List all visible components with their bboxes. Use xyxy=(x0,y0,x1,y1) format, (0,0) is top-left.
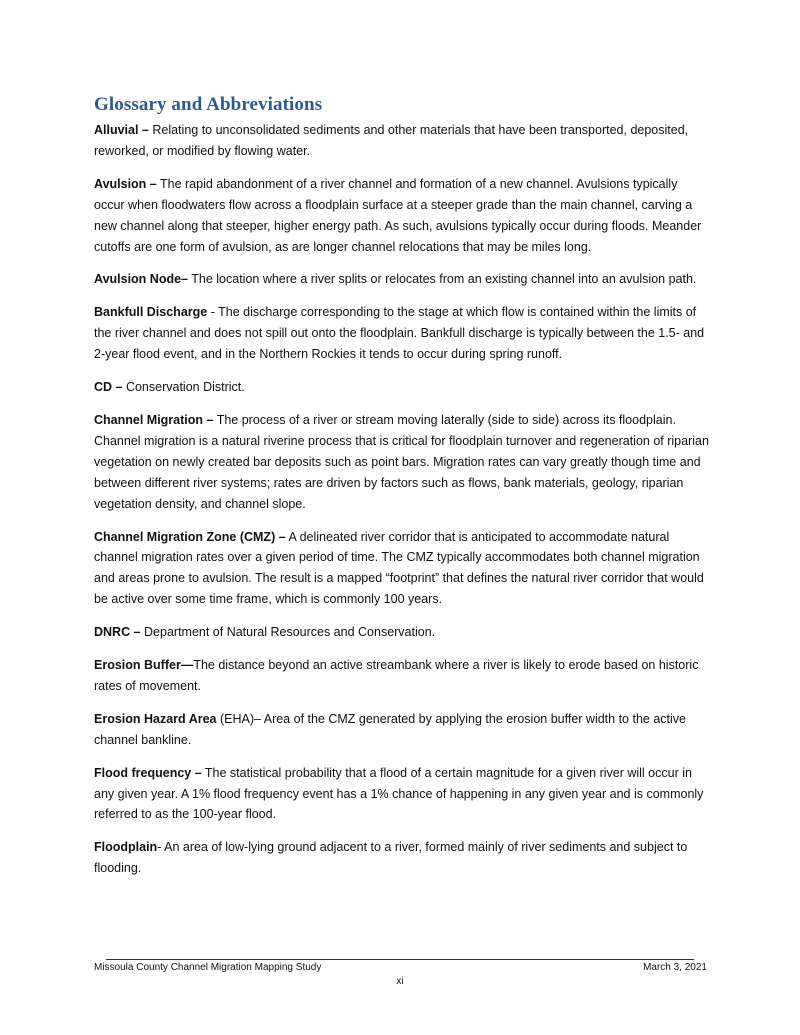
glossary-definition: Conservation District. xyxy=(122,380,245,395)
footer-document-title: Missoula County Channel Migration Mapping Study xyxy=(94,962,322,973)
glossary-term: Flood frequency – xyxy=(94,765,202,780)
glossary-definition: Department of Natural Resources and Conservation. xyxy=(140,625,436,640)
glossary-entry-cmz xyxy=(94,527,710,611)
glossary-term: CD – xyxy=(94,380,123,395)
glossary-entry-channel-migration xyxy=(94,410,710,515)
page-title: Glossary and Abbreviations xyxy=(94,94,323,115)
glossary-term: Channel Migration – xyxy=(94,412,214,427)
footer-divider xyxy=(106,959,694,960)
glossary-definition: - The discharge corresponding to the stage at which flow is contained within the limits of the river channel and does not spill out onto the floodplain. Bankfull discharge is typically between the 1.5- and 2-year flood event, and in the Northern Rockies it tends to occur during spring runoff. xyxy=(94,305,705,362)
glossary-entry-erosion-hazard-area xyxy=(94,709,710,751)
glossary-entry-bankfull-discharge xyxy=(94,302,710,365)
glossary-term: Avulsion Node– xyxy=(94,272,188,287)
glossary-term: Alluvial – xyxy=(94,123,149,137)
glossary-definition: - An area of low-lying ground adjacent to a river, formed mainly of river sediments and subject to flooding. xyxy=(94,840,688,876)
glossary-entry-avulsion-node xyxy=(94,269,710,290)
glossary-term: Erosion Buffer— xyxy=(94,658,194,673)
glossary-entry-floodplain xyxy=(94,837,710,879)
glossary-entry-dnrc xyxy=(94,622,710,643)
glossary-entry-flood-frequency xyxy=(94,763,710,826)
glossary-term: Channel Migration Zone (CMZ) – xyxy=(94,529,286,544)
glossary-entry-avulsion xyxy=(94,174,710,258)
glossary-entry-erosion-buffer xyxy=(94,655,710,697)
glossary-term: Erosion Hazard Area xyxy=(94,711,217,726)
glossary-definition: Relating to unconsolidated sediments and other materials that have been transported, deposited, reworked, or modified by flowing water. xyxy=(94,123,689,158)
glossary-definition: The location where a river splits or relocates from an existing channel into an avulsion path. xyxy=(188,272,697,287)
glossary-term: DNRC – xyxy=(94,625,141,640)
glossary-definition: A delineated river corridor that is anticipated to accommodate natural channel migration rates over a given period of time. The CMZ typically accommodates both channel migration and areas prone to avulsion. The result is a mapped “footprint” that defines the natural river corridor that would be active over some time frame, which is commonly 100 years. xyxy=(94,529,704,607)
glossary-term: Bankfull Discharge xyxy=(94,305,208,320)
glossary-entry-alluvial xyxy=(94,120,710,162)
glossary-term: Floodplain xyxy=(94,840,158,855)
glossary-definition: (EHA)– Area of the CMZ generated by applying the erosion buffer width to the active channel bankline. xyxy=(94,711,686,747)
glossary-entry-cd xyxy=(94,377,710,398)
glossary-definition: The rapid abandonment of a river channel and formation of a new channel. Avulsions typically occur when floodwaters flow across a floodplain surface at a steeper grade than the main channel, carving a new channel along that steeper, higher energy path. As such, avulsions typically occur during floods. Meander cutoffs are one form of avulsion, as are longer channel relocations that may be miles long. xyxy=(94,176,702,254)
glossary-definition: The process of a river or stream moving laterally (side to side) across its floodplain. Channel migration is a natural riverine process that is critical for floodplain turnover and regeneration of riparian vegetation on newly created bar deposits such as point bars. Migration rates can vary greatly though time and between different river systems; rates are driven by factors such as flows, bank materials, geology, riparian vegetation density, and channel slope. xyxy=(94,412,709,511)
footer-date: March 3, 2021 xyxy=(643,962,707,973)
glossary-definition: The distance beyond an active streambank where a river is likely to erode based on historic rates of movement. xyxy=(94,658,699,693)
glossary-term: Avulsion – xyxy=(94,176,157,191)
glossary-definition: The statistical probability that a flood of a certain magnitude for a given river will occur in any given year. A 1% flood frequency event has a 1% chance of happening in any given year and is commonly referred to as the 100-year flood. xyxy=(94,765,704,822)
glossary-list xyxy=(94,120,710,891)
page-number: xi xyxy=(396,976,404,987)
